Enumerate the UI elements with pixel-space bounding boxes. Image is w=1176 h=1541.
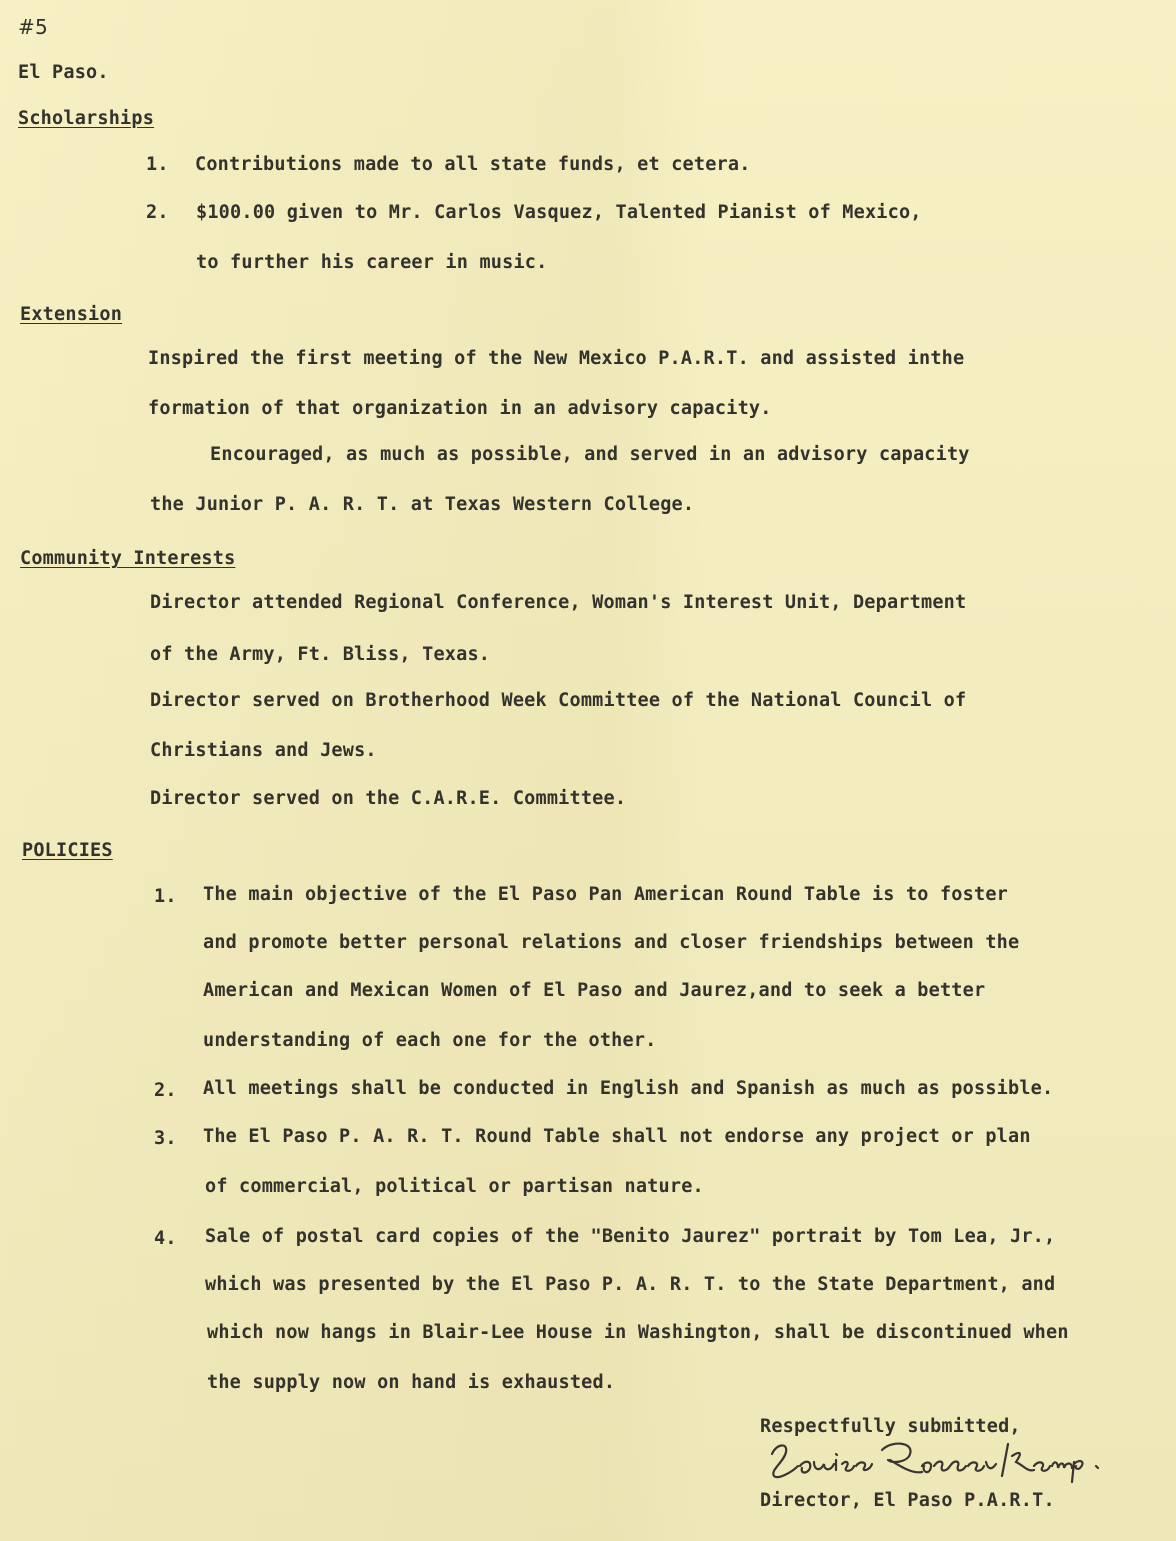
policy-item-1-line-2: and promote better personal relations and closer friendships between the [203,932,1020,953]
community-line-5: Director served on the C.A.R.E. Committee. [150,788,627,809]
policies-heading: POLICIES [22,840,113,861]
policy-item-1-line-3: American and Mexican Women of El Paso and Jaurez,and to seek a better [203,980,986,1001]
community-line-3: Director served on Brotherhood Week Committee of the National Council of [150,690,967,711]
policy-item-4-line-4: the supply now on hand is exhausted. [207,1372,616,1393]
community-heading: Community Interests [20,548,236,569]
policy-item-1-line-1: The main objective of the El Paso Pan American Round Table is to foster [203,884,1008,905]
policy-item-1-line-4: understanding of each one for the other. [203,1030,657,1051]
policy-item-4-line-2: which was presented by the El Paso P. A. R. T. to the State Department, and [205,1274,1056,1295]
policy-item-1-number: 1. [154,886,177,907]
extension-para1-line-1: Inspired the first meeting of the New Mexico P.A.R.T. and assisted inthe [148,348,965,369]
city-heading: El Paso. [18,62,109,83]
page-number: #5 [18,15,48,39]
scholarship-item-1-text: Contributions made to all state funds, et cetera. [195,154,751,175]
policy-item-3-line-1: The El Paso P. A. R. T. Round Table shall not endorse any project or plan [203,1126,1031,1147]
scholarship-item-2-line-2: to further his career in music. [196,252,548,273]
policy-item-3-number: 3. [154,1128,177,1149]
extension-para2-line-1: Encouraged, as much as possible, and served in an advisory capacity [210,444,970,465]
extension-para2-line-2: the Junior P. A. R. T. at Texas Western College. [150,494,695,515]
handwritten-signature [762,1436,1112,1486]
community-line-4: Christians and Jews. [150,740,377,761]
community-line-2: of the Army, Ft. Bliss, Texas. [150,644,491,665]
policy-item-2-number: 2. [154,1080,177,1101]
policy-item-4-line-1: Sale of postal card copies of the "Benito Jaurez" portrait by Tom Lea, Jr., [205,1226,1056,1247]
scholarship-item-2-number: 2. [146,202,169,223]
scholarships-heading: Scholarships [18,108,155,129]
policy-item-4-number: 4. [154,1228,177,1249]
scholarship-item-2-line-1: $100.00 given to Mr. Carlos Vasquez, Talented Pianist of Mexico, [196,202,922,223]
extension-para1-line-2: formation of that organization in an advisory capacity. [148,398,772,419]
closing-salutation: Respectfully submitted, [760,1416,1021,1437]
extension-heading: Extension [20,304,123,325]
policy-item-3-line-2: of commercial, political or partisan nature. [205,1176,704,1197]
policy-item-4-line-3: which now hangs in Blair-Lee House in Washington, shall be discontinued when [207,1322,1069,1343]
closing-title: Director, El Paso P.A.R.T. [760,1490,1055,1511]
scholarship-item-1-number: 1. [146,154,169,175]
policy-item-2-line-1: All meetings shall be conducted in English and Spanish as much as possible. [203,1078,1054,1099]
community-line-1: Director attended Regional Conference, Woman's Interest Unit, Department [150,592,967,613]
